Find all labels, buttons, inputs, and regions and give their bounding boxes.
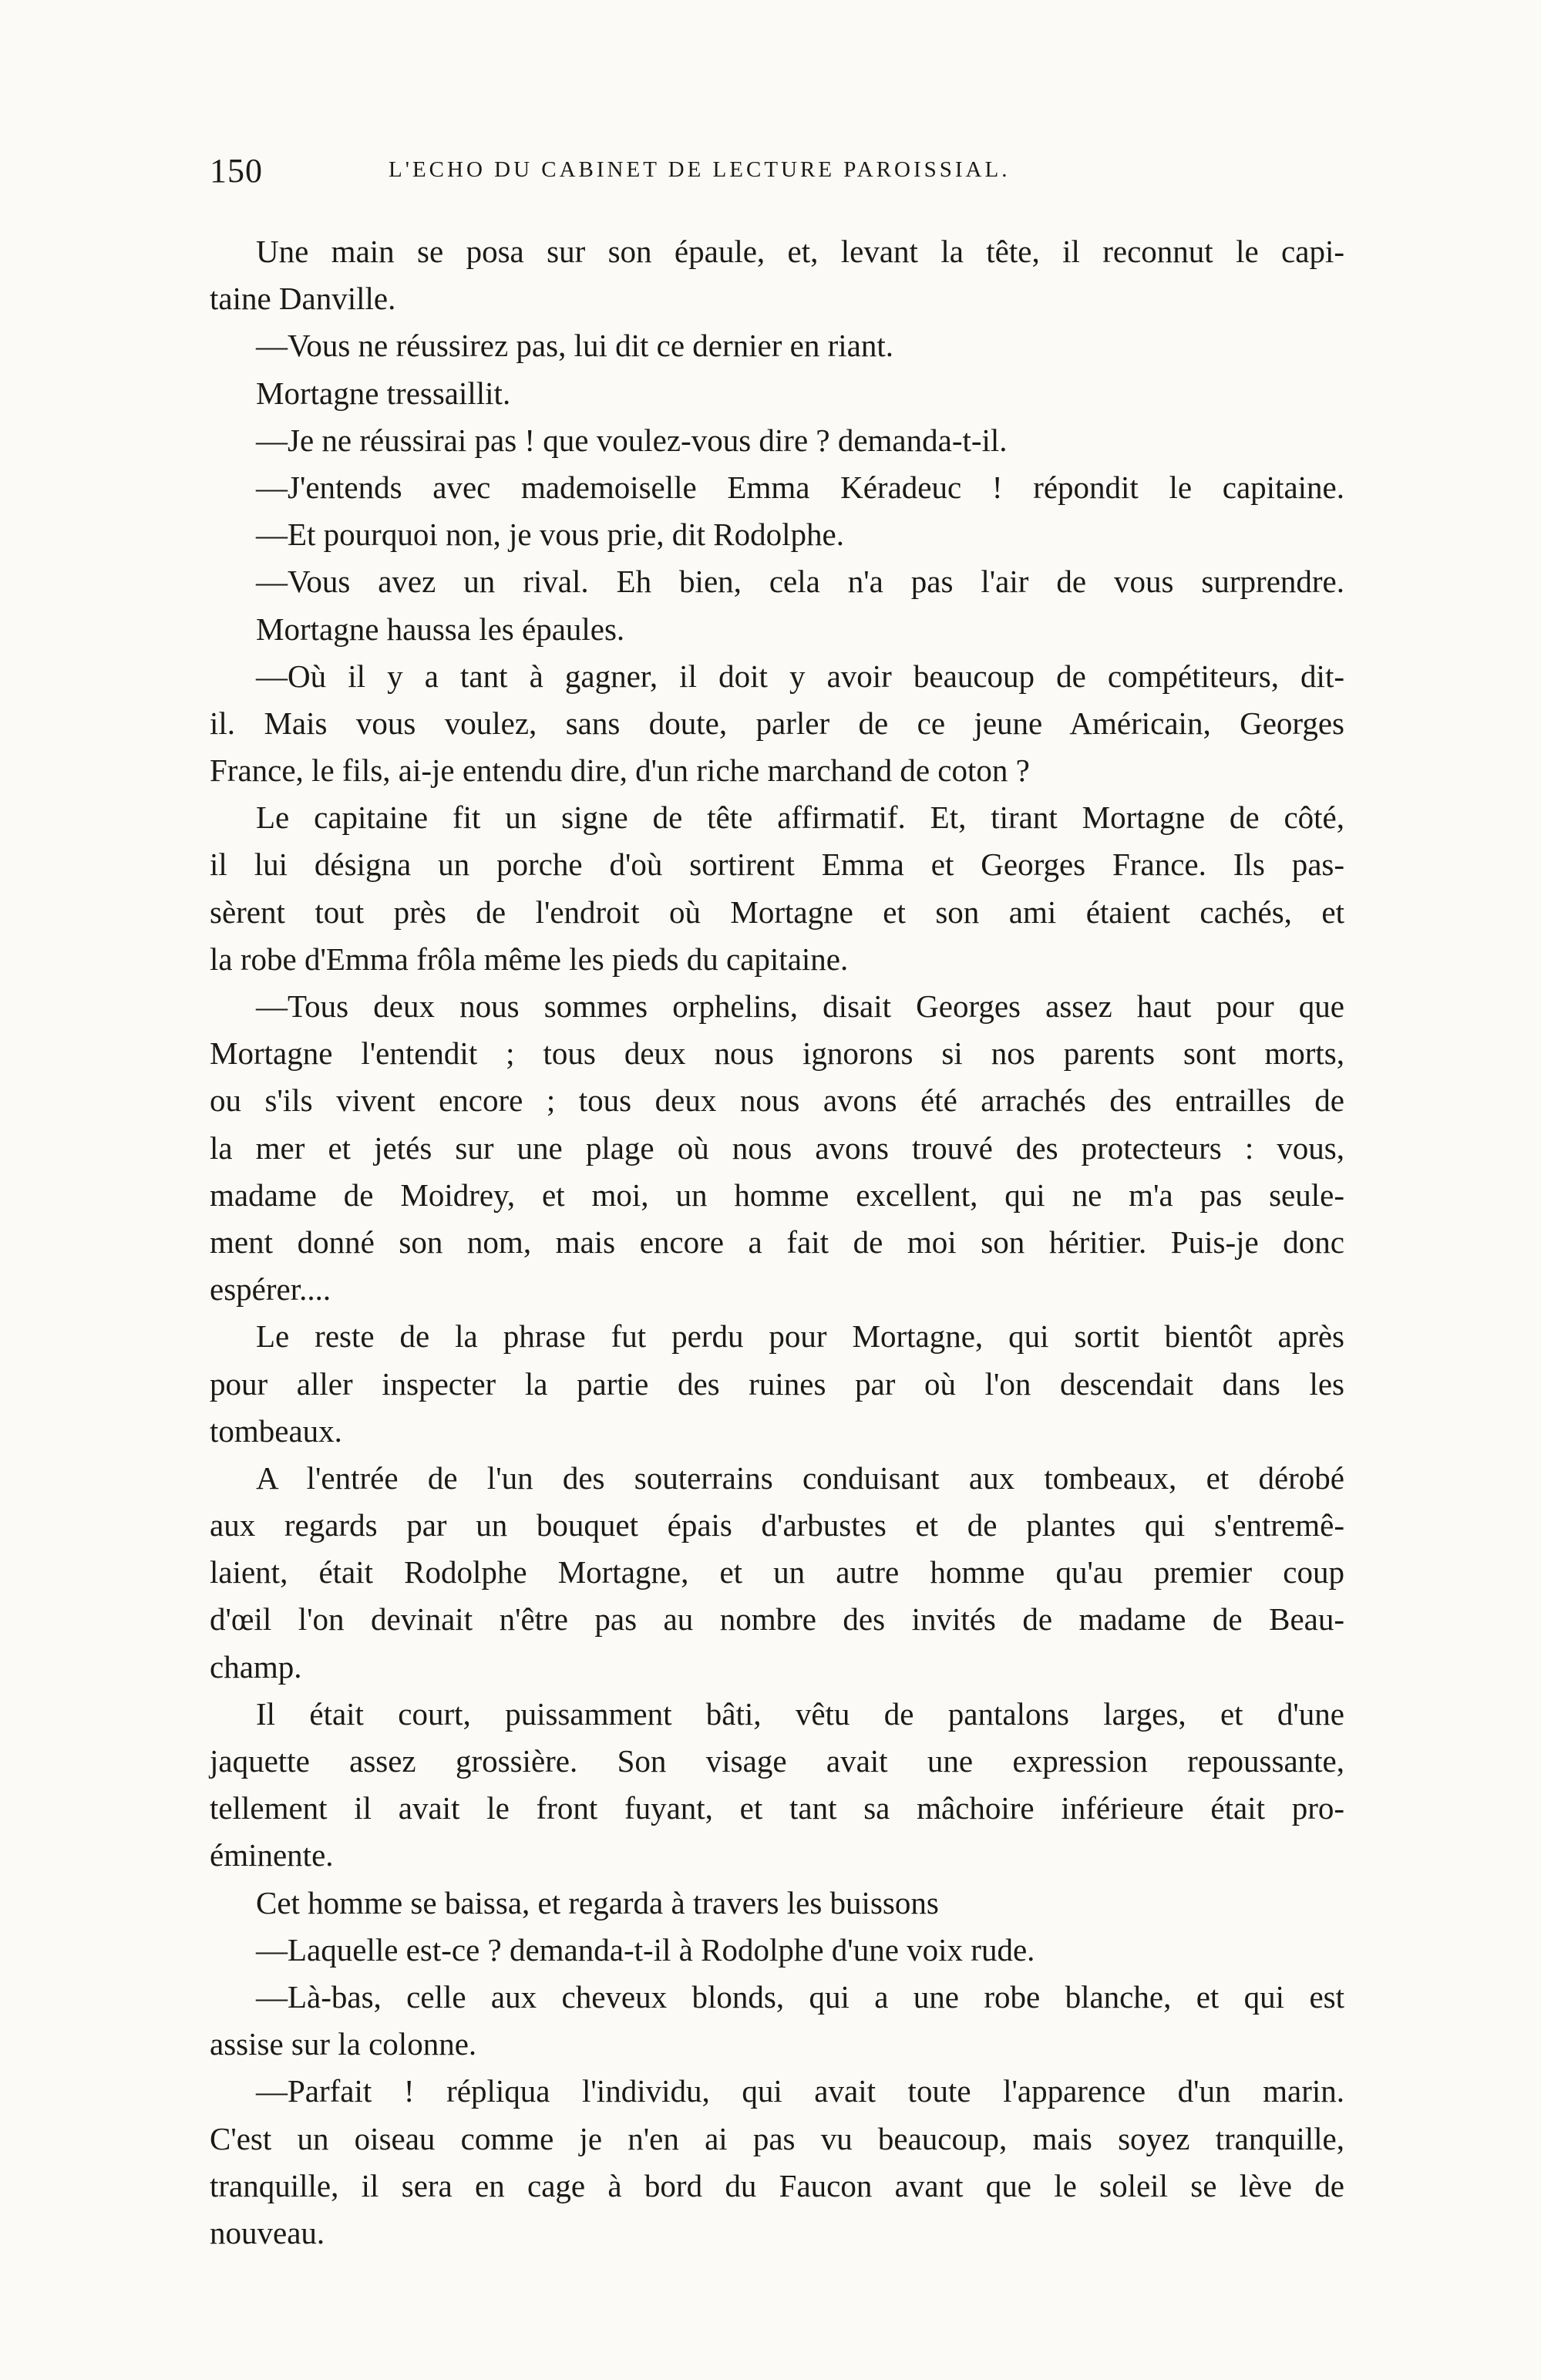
text-line: Le capitaine fit un signe de tête affirmatif. Et, tirant Mortagne de côté, (256, 800, 1344, 836)
text-line: aux regards par un bouquet épais d'arbustes et de plantes qui s'entremê- (210, 1507, 1344, 1543)
text-line: ment donné son nom, mais encore a fait de moi son héritier. Puis-je donc (210, 1224, 1344, 1260)
text-line: tombeaux. (210, 1412, 342, 1449)
text-line: laient, était Rodolphe Mortagne, et un autre homme qu'au premier coup (210, 1554, 1344, 1591)
text-line: Mortagne l'entendit ; tous deux nous ignorons si nos parents sont morts, (210, 1035, 1344, 1072)
text-line: espérer.... (210, 1271, 331, 1308)
text-line: la robe d'Emma frôla même les pieds du capitaine. (210, 941, 849, 977)
text-line: tellement il avait le front fuyant, et tant sa mâchoire inférieure était pro- (210, 1790, 1344, 1826)
text-line: —Je ne réussirai pas ! que voulez-vous dire ? demanda-t-il. (256, 422, 1008, 458)
text-line: —Et pourquoi non, je vous prie, dit Rodolphe. (256, 517, 844, 553)
text-line: la mer et jetés sur une plage où nous avons trouvé des protecteurs : vous, (210, 1129, 1344, 1166)
text-line: C'est un oiseau comme je n'en ai pas vu beaucoup, mais soyez tranquille, (210, 2120, 1344, 2156)
text-line: ou s'ils vivent encore ; tous deux nous avons été arrachés des entrailles de (210, 1082, 1344, 1119)
text-line: Une main se posa sur son épaule, et, levant la tête, il reconnut le capi- (256, 234, 1344, 269)
text-line: —Où il y a tant à gagner, il doit y avoir beaucoup de compétiteurs, dit- (256, 658, 1344, 694)
text-line: nouveau. (210, 2214, 325, 2250)
text-line: madame de Moidrey, et moi, un homme excellent, qui ne m'a pas seule- (210, 1177, 1344, 1213)
text-line: Il était court, puissamment bâti, vêtu de pantalons larges, et d'une (256, 1695, 1344, 1732)
text-line: Cet homme se baissa, et regarda à travers les buissons (256, 1884, 939, 1920)
text-line: il. Mais vous voulez, sans doute, parler de ce jeune Américain, Georges (210, 705, 1344, 741)
text-line: —J'entends avec mademoiselle Emma Kéradeuc ! répondit le capitaine. (256, 469, 1344, 505)
text-line: éminente. (210, 1837, 334, 1873)
text-line: —Vous avez un rival. Eh bien, cela n'a pas l'air de vous surprendre. (256, 564, 1344, 600)
text-line: jaquette assez grossière. Son visage avait une expression repoussante, (210, 1743, 1344, 1779)
text-line: —Là-bas, celle aux cheveux blonds, qui a une robe blanche, et qui est (256, 1978, 1344, 2015)
text-line: taine Danville. (210, 281, 396, 317)
text-line: —Parfait ! répliqua l'individu, qui avait toute l'apparence d'un marin. (256, 2073, 1344, 2109)
text-line: champ. (210, 1648, 302, 1685)
text-line: assise sur la colonne. (210, 2026, 477, 2062)
text-line: Le reste de la phrase fut perdu pour Mortagne, qui sortit bientôt après (256, 1318, 1344, 1355)
text-line: —Tous deux nous sommes orphelins, disait Georges assez haut pour que (256, 988, 1344, 1024)
text-line: France, le fils, ai-je entendu dire, d'un riche marchand de coton ? (210, 752, 1030, 789)
text-line: d'œil l'on devinait n'être pas au nombre des invités de madame de Beau- (210, 1601, 1344, 1638)
text-line: —Vous ne réussirez pas, lui dit ce dernier en riant. (256, 328, 893, 364)
text-line: sèrent tout près de l'endroit où Mortagne et son ami étaient cachés, et (210, 894, 1344, 930)
text-line: A l'entrée de l'un des souterrains conduisant aux tombeaux, et dérobé (256, 1459, 1344, 1496)
running-head (210, 151, 1351, 197)
text-line: —Laquelle est-ce ? demanda-t-il à Rodolphe d'une voix rude. (256, 1931, 1035, 1968)
text-line: Mortagne haussa les épaules. (256, 611, 625, 647)
text-line: il lui désigna un porche d'où sortirent Emma et Georges France. Ils pas- (210, 847, 1344, 883)
page-number: 150 (210, 152, 263, 190)
body-text (210, 228, 1344, 2257)
running-title: L'ECHO DU CABINET DE LECTURE PAROISSIAL. (389, 157, 1011, 182)
text-line: pour aller inspecter la partie des ruines par où l'on descendait dans les (210, 1365, 1344, 1402)
text-line: Mortagne tressaillit. (256, 375, 511, 411)
text-line: tranquille, il sera en cage à bord du Faucon avant que le soleil se lève de (210, 2167, 1344, 2203)
